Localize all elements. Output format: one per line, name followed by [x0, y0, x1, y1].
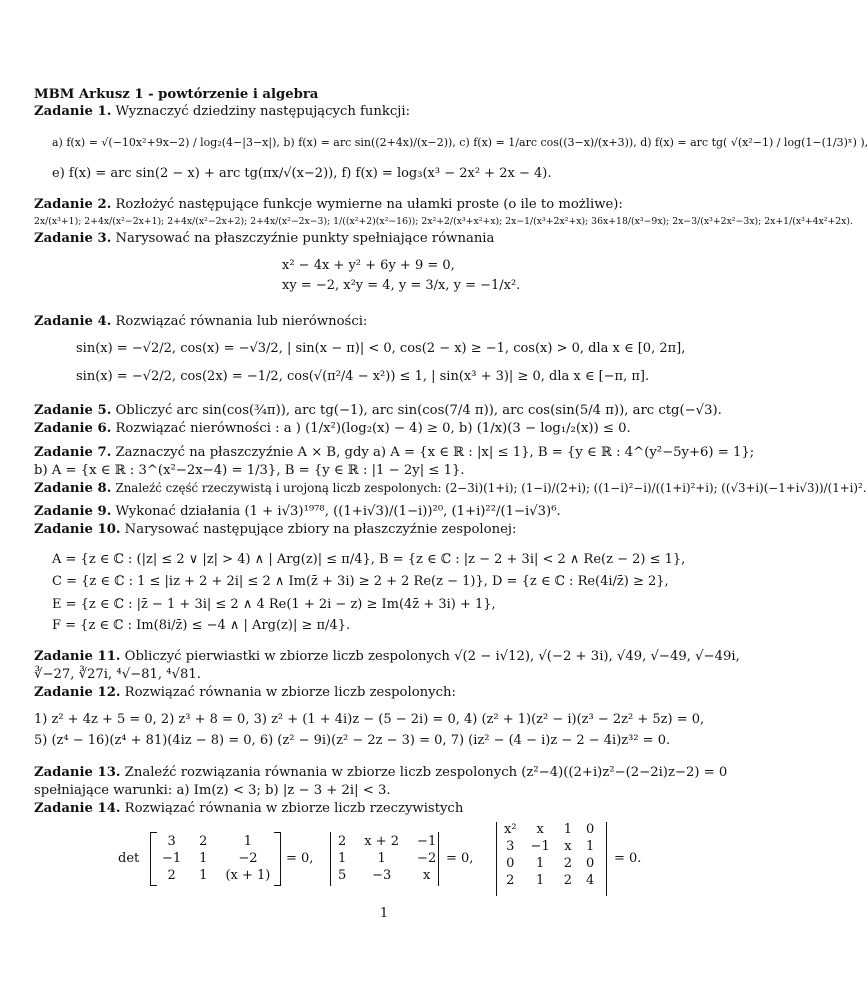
task-3-text: Narysować na płaszczyźnie punkty spełniające równania — [115, 231, 495, 246]
task-13-heading: Zadanie 13. — [34, 765, 121, 780]
task-11-roots: ∛−27, ∛27i, ⁴√−81, ⁴√81. — [34, 667, 201, 682]
matrix-3-cell: 1 — [535, 856, 545, 871]
matrix-1-cell: 2 — [199, 834, 208, 849]
task-13-text: Znaleźć rozwiązania równania w zbiorze liczb zespolonych (z²−4)((2+i)z²−(2−2i)z−2) = 0 — [124, 765, 728, 780]
task-1-heading: Zadanie 1. — [34, 104, 112, 119]
matrix-3-cell: 2 — [563, 856, 572, 871]
matrix-3-cell: 1 — [563, 822, 572, 837]
task-4-text: Rozwiązać równania lub nierówności: — [115, 314, 368, 329]
matrix-2-cell: −3 — [372, 868, 392, 883]
matrix-3-cell: 3 — [506, 839, 515, 854]
task-11 — [34, 648, 740, 665]
task-12-line-1: 1) z² + 4z + 5 = 0, 2) z³ + 8 = 0, 3) z² + (1 + 4i)z − (5 − 2i) = 0, 4) (z² + 1)(z² − i)(z³ − 2z² + 5z) = 0, — [34, 712, 705, 727]
matrix-3 — [504, 822, 594, 888]
task-12-text: Rozwiązać równania w zbiorze liczb zespolonych: — [124, 685, 456, 700]
page-number: 1 — [379, 906, 389, 921]
matrix-2-cell: −1 — [417, 834, 437, 849]
task-2-heading: Zadanie 2. — [34, 197, 112, 212]
matrix-1-right-bracket — [274, 832, 281, 886]
task-10-heading: Zadanie 10. — [34, 522, 121, 537]
task-3 — [34, 230, 494, 247]
task-10-set-e: E = {z ∈ ℂ : |z̄ − 1 + 3i| ≤ 2 ∧ 4 Re(1 + 2i − z) ≥ Im(4z̄ + 3i) + 1}, — [52, 597, 496, 612]
task-11-text: Obliczyć pierwiastki w zbiorze liczb zespolonych √(2 − i√12), √(−2 + 3i), √49, √−49, √−49i, — [124, 649, 740, 664]
matrix-1 — [162, 834, 270, 883]
matrix-3-cell: 1 — [535, 873, 545, 888]
matrix-1-cell: 1 — [199, 868, 208, 883]
task-3-heading: Zadanie 3. — [34, 231, 112, 246]
task-9-text: Wykonać działania (1 + i√3)¹⁹⁷⁸, ((1+i√3)/(1−i))²⁰, (1+i)²²/(1−i√3)⁶. — [115, 504, 561, 519]
matrix-3-cell: x — [564, 839, 572, 854]
task-7-text: Zaznaczyć na płaszczyźnie A × B, gdy a) A = {x ∈ ℝ : |x| ≤ 1}, B = {y ∈ ℝ : 4^(y²−5y+6) = 1}; — [115, 445, 755, 460]
matrix-1-cell: −1 — [162, 851, 182, 866]
matrix-3-cell: 0 — [586, 856, 595, 871]
matrix-2-rhs: = 0, — [446, 851, 474, 866]
matrix-3-cell: 2 — [506, 873, 515, 888]
task-12 — [34, 684, 456, 701]
task-3-equation-1: x² − 4x + y² + 6y + 9 = 0, — [282, 258, 455, 273]
task-5-heading: Zadanie 5. — [34, 403, 112, 418]
task-1-text: Wyznaczyć dziedziny następujących funkcji: — [115, 104, 411, 119]
task-10-text: Narysować następujące zbiory na płaszczyźnie zespolonej: — [124, 522, 517, 537]
task-14-heading: Zadanie 14. — [34, 801, 121, 816]
matrix-3-cell: 0 — [586, 822, 595, 837]
matrix-2 — [338, 834, 436, 883]
matrix-2-cell: 1 — [377, 851, 386, 866]
task-8-text: Znaleźć część rzeczywistą i urojoną liczb zespolonych: (2−3i)(1+i); (1−i)/(2+i); ((1−i)²−i)/((1+i)²+i); ((√3+i)(−1+i√3))/(1+i)². — [115, 481, 867, 495]
task-2-text: Rozłożyć następujące funkcje wymierne na ułamki proste (o ile to możliwe): — [115, 197, 623, 212]
task-4 — [34, 313, 367, 330]
matrix-1-cell: (x + 1) — [225, 868, 271, 883]
matrix-1-cell: 2 — [167, 868, 176, 883]
task-11-heading: Zadanie 11. — [34, 649, 121, 664]
matrix-1-cell: 1 — [199, 851, 208, 866]
matrix-2-cell: x — [422, 868, 431, 883]
task-4-heading: Zadanie 4. — [34, 314, 112, 329]
page-title: MBM Arkusz 1 - powtórzenie i algebra — [34, 87, 319, 102]
task-7 — [34, 444, 754, 461]
task-6 — [34, 420, 631, 437]
matrix-3-rhs: = 0. — [614, 851, 642, 866]
matrix-1-rhs: = 0, — [286, 851, 314, 866]
task-7-b: b) A = {x ∈ ℝ : 3^(x²−2x−4) = 1/3}, B = {y ∈ ℝ : |1 − 2y| ≤ 1}. — [34, 463, 465, 478]
task-3-equation-2: xy = −2, x²y = 4, y = 3/x, y = −1/x². — [282, 278, 521, 293]
matrix-2-cell: 1 — [338, 851, 347, 866]
matrix-3-cell: 0 — [506, 856, 515, 871]
task-12-line-2: 5) (z⁴ − 16)(z⁴ + 81)(4iz − 8) = 0, 6) (z² − 9i)(z² − 2z − 3) = 0, 7) (iz² − (4 − i)z − 2 − 4i)z³² = 0. — [34, 733, 671, 748]
matrix-1-cell: −2 — [238, 851, 258, 866]
matrix-2-cell: x + 2 — [364, 834, 400, 849]
task-2-fractions: 2x/(x³+1); 2+4x/(x²−2x+1); 2+4x/(x²−2x+2); 2+4x/(x²−2x−3); 1/((x²+2)(x²−16)); 2x²+2/(x³+x²+x); 2x−1/(x³+2x²+x); 36x+18/(x³−9x); 2x−3/(x³+2x²−3x); 2x+1/(x³+4x²+2x). — [34, 216, 853, 227]
task-10 — [34, 521, 516, 538]
task-9 — [34, 503, 561, 520]
matrix-3-cell: 4 — [586, 873, 595, 888]
matrix-3-cell: 2 — [563, 873, 572, 888]
task-1-functions-a-d: a) f(x) = √(−10x²+9x−2) / log₂(4−|3−x|), b) f(x) = arc sin((2+4x)/(x−2)), c) f(x) = 1/arc cos((3−x)/(x+3)), d) f(x) = arc tg( √(x²−1) / log(1−(1/3)ˣ) ), — [52, 136, 868, 149]
matrix-3-cell: x² — [504, 822, 517, 837]
task-12-heading: Zadanie 12. — [34, 685, 121, 700]
task-7-heading: Zadanie 7. — [34, 445, 112, 460]
matrix-3-cell: −1 — [530, 839, 550, 854]
det-label: det — [118, 851, 140, 866]
task-1 — [34, 103, 410, 120]
matrix-1-left-bracket — [150, 832, 157, 886]
task-4-line-1: sin(x) = −√2/2, cos(x) = −√3/2, | sin(x − π)| < 0, cos(2 − x) ≥ −1, cos(x) > 0, dla x ∈ [0, 2π], — [76, 341, 686, 356]
task-14-text: Rozwiązać równania w zbiorze liczb rzeczywistych — [124, 801, 464, 816]
task-13 — [34, 764, 727, 781]
task-8-heading: Zadanie 8. — [34, 481, 112, 496]
task-2 — [34, 196, 623, 213]
task-10-set-a-b: A = {z ∈ ℂ : (|z| ≤ 2 ∨ |z| > 4) ∧ | Arg(z)| ≤ π/4}, B = {z ∈ ℂ : |z − 2 + 3i| < 2 ∧ Re(z − 2) ≤ 1}, — [52, 552, 686, 567]
matrix-2-cell: −2 — [417, 851, 437, 866]
task-10-set-f: F = {z ∈ ℂ : Im(8i/z̄) ≤ −4 ∧ | Arg(z)| ≥ π/4}. — [52, 618, 351, 633]
task-6-text: Rozwiązać nierówności : a ) (1/x²)(log₂(x) − 4) ≥ 0, b) (1/x)(3 − log₁/₂(x)) ≤ 0. — [115, 421, 631, 436]
matrix-2-cell: 2 — [338, 834, 347, 849]
matrix-3-left-bar — [496, 822, 497, 896]
matrix-1-cell: 1 — [243, 834, 253, 849]
task-1-functions-e-f: e) f(x) = arc sin(2 − x) + arc tg(πx/√(x−2)), f) f(x) = log₃(x³ − 2x² + 2x − 4). — [52, 166, 552, 181]
matrix-2-cell: 5 — [338, 868, 347, 883]
matrix-1-cell: 3 — [167, 834, 176, 849]
matrix-2-right-bar — [438, 832, 439, 886]
matrix-2-left-bar — [330, 832, 331, 886]
matrix-3-right-bar — [606, 822, 607, 896]
task-13-conditions: spełniające warunki: a) Im(z) < 3; b) |z − 3 + 2i| < 3. — [34, 783, 391, 798]
task-14 — [34, 800, 463, 817]
task-5 — [34, 402, 722, 419]
task-6-heading: Zadanie 6. — [34, 421, 112, 436]
task-5-text: Obliczyć arc sin(cos(¾π)), arc tg(−1), arc sin(cos(7/4 π)), arc cos(sin(5/4 π)), arc ctg(−√3). — [115, 403, 722, 418]
matrix-3-cell: x — [536, 822, 544, 837]
task-8 — [34, 480, 867, 497]
task-10-set-c-d: C = {z ∈ ℂ : 1 ≤ |iz + 2 + 2i| ≤ 2 ∧ Im(z̄ + 3i) ≥ 2 + 2 Re(z − 1)}, D = {z ∈ ℂ : Re(4i/z̄) ≥ 2}, — [52, 574, 669, 589]
task-4-line-2: sin(x) = −√2/2, cos(2x) = −1/2, cos(√(π²/4 − x²)) ≤ 1, | sin(x³ + 3)| ≥ 0, dla x ∈ [−π, π]. — [76, 369, 650, 384]
matrix-3-cell: 1 — [586, 839, 595, 854]
task-9-heading: Zadanie 9. — [34, 504, 112, 519]
